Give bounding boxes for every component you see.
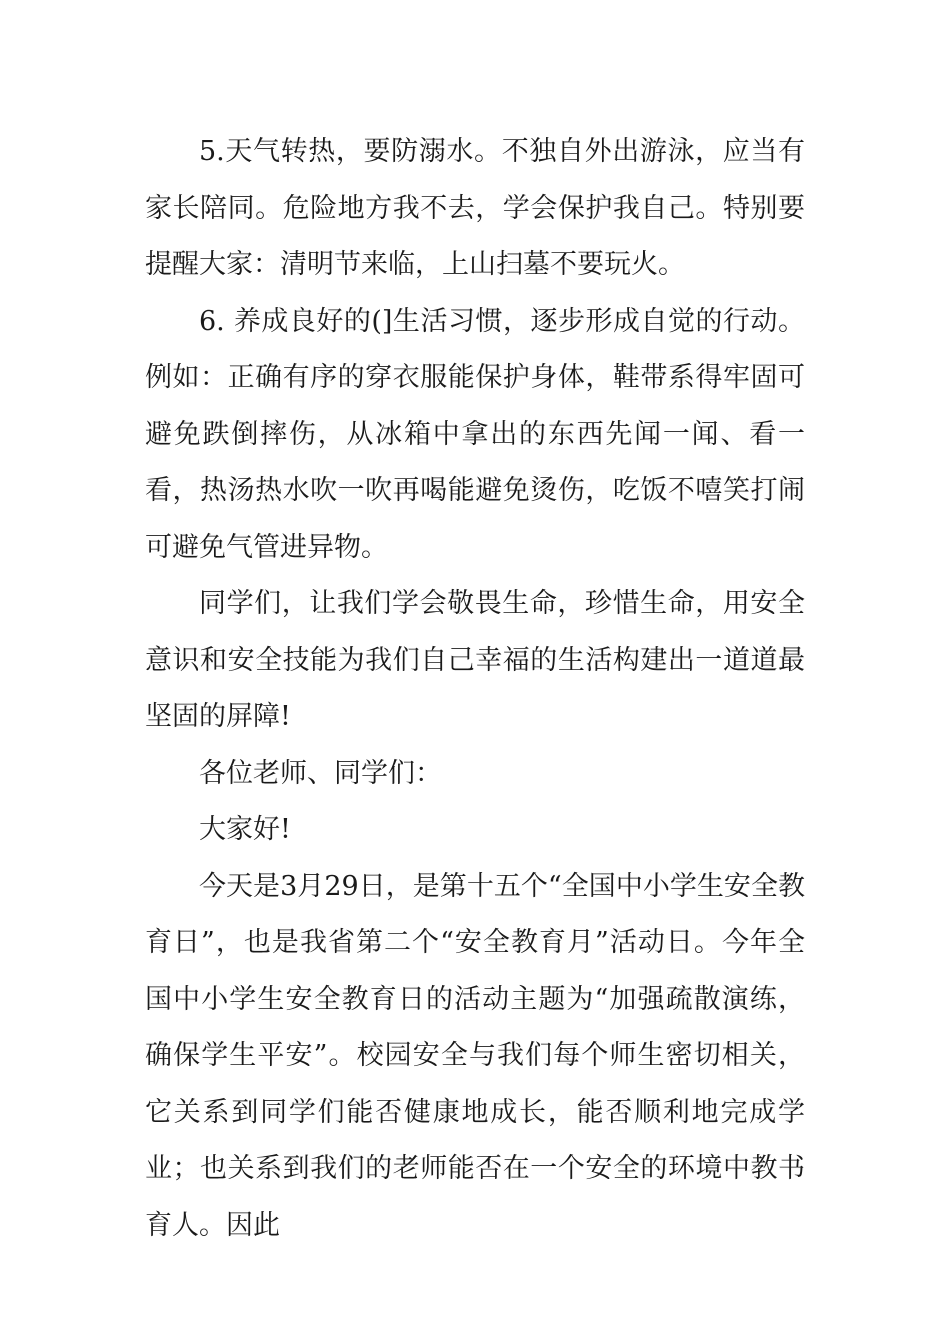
- paragraph-respect-life: 同学们，让我们学会敬畏生命，珍惜生命，用安全意识和安全技能为我们自己幸福的生活构建出一道道最坚固的屏障!: [145, 588, 805, 732]
- paragraph-drowning-safety: 5.天气转热，要防溺水。不独自外出游泳，应当有家长陪同。危险地方我不去，学会保护我自己。特别要提醒大家：清明节来临，上山扫墓不要玩火。: [145, 136, 805, 280]
- paragraph-living-habits: 6. 养成良好的(]生活习惯，逐步形成自觉的行动。例如：正确有序的穿衣服能保护身体，鞋带系得牢固可避免跌倒摔伤，从冰箱中拿出的东西先闻一闻、看一看，热汤热水吹一吹再喝能避免烫伤，吃饭不嘻笑打闹可避免气管进异物。: [145, 305, 805, 563]
- document-body: [145, 124, 805, 1254]
- paragraph-greeting: 大家好!: [199, 814, 291, 845]
- paragraph-safety-education-day: 今天是3月29日，是第十五个“全国中小学生安全教育日”，也是我省第二个“安全教育月”活动日。今年全国中小学生安全教育日的活动主题为“加强疏散演练，确保学生平安”。校园安全与我们每个师生密切相关，它关系到同学们能否健康地成长，能否顺利地完成学业；也关系到我们的老师能否在一个安全的环境中教书育人。因此: [145, 870, 805, 1241]
- paragraph-salutation: 各位老师、同学们：: [199, 757, 442, 789]
